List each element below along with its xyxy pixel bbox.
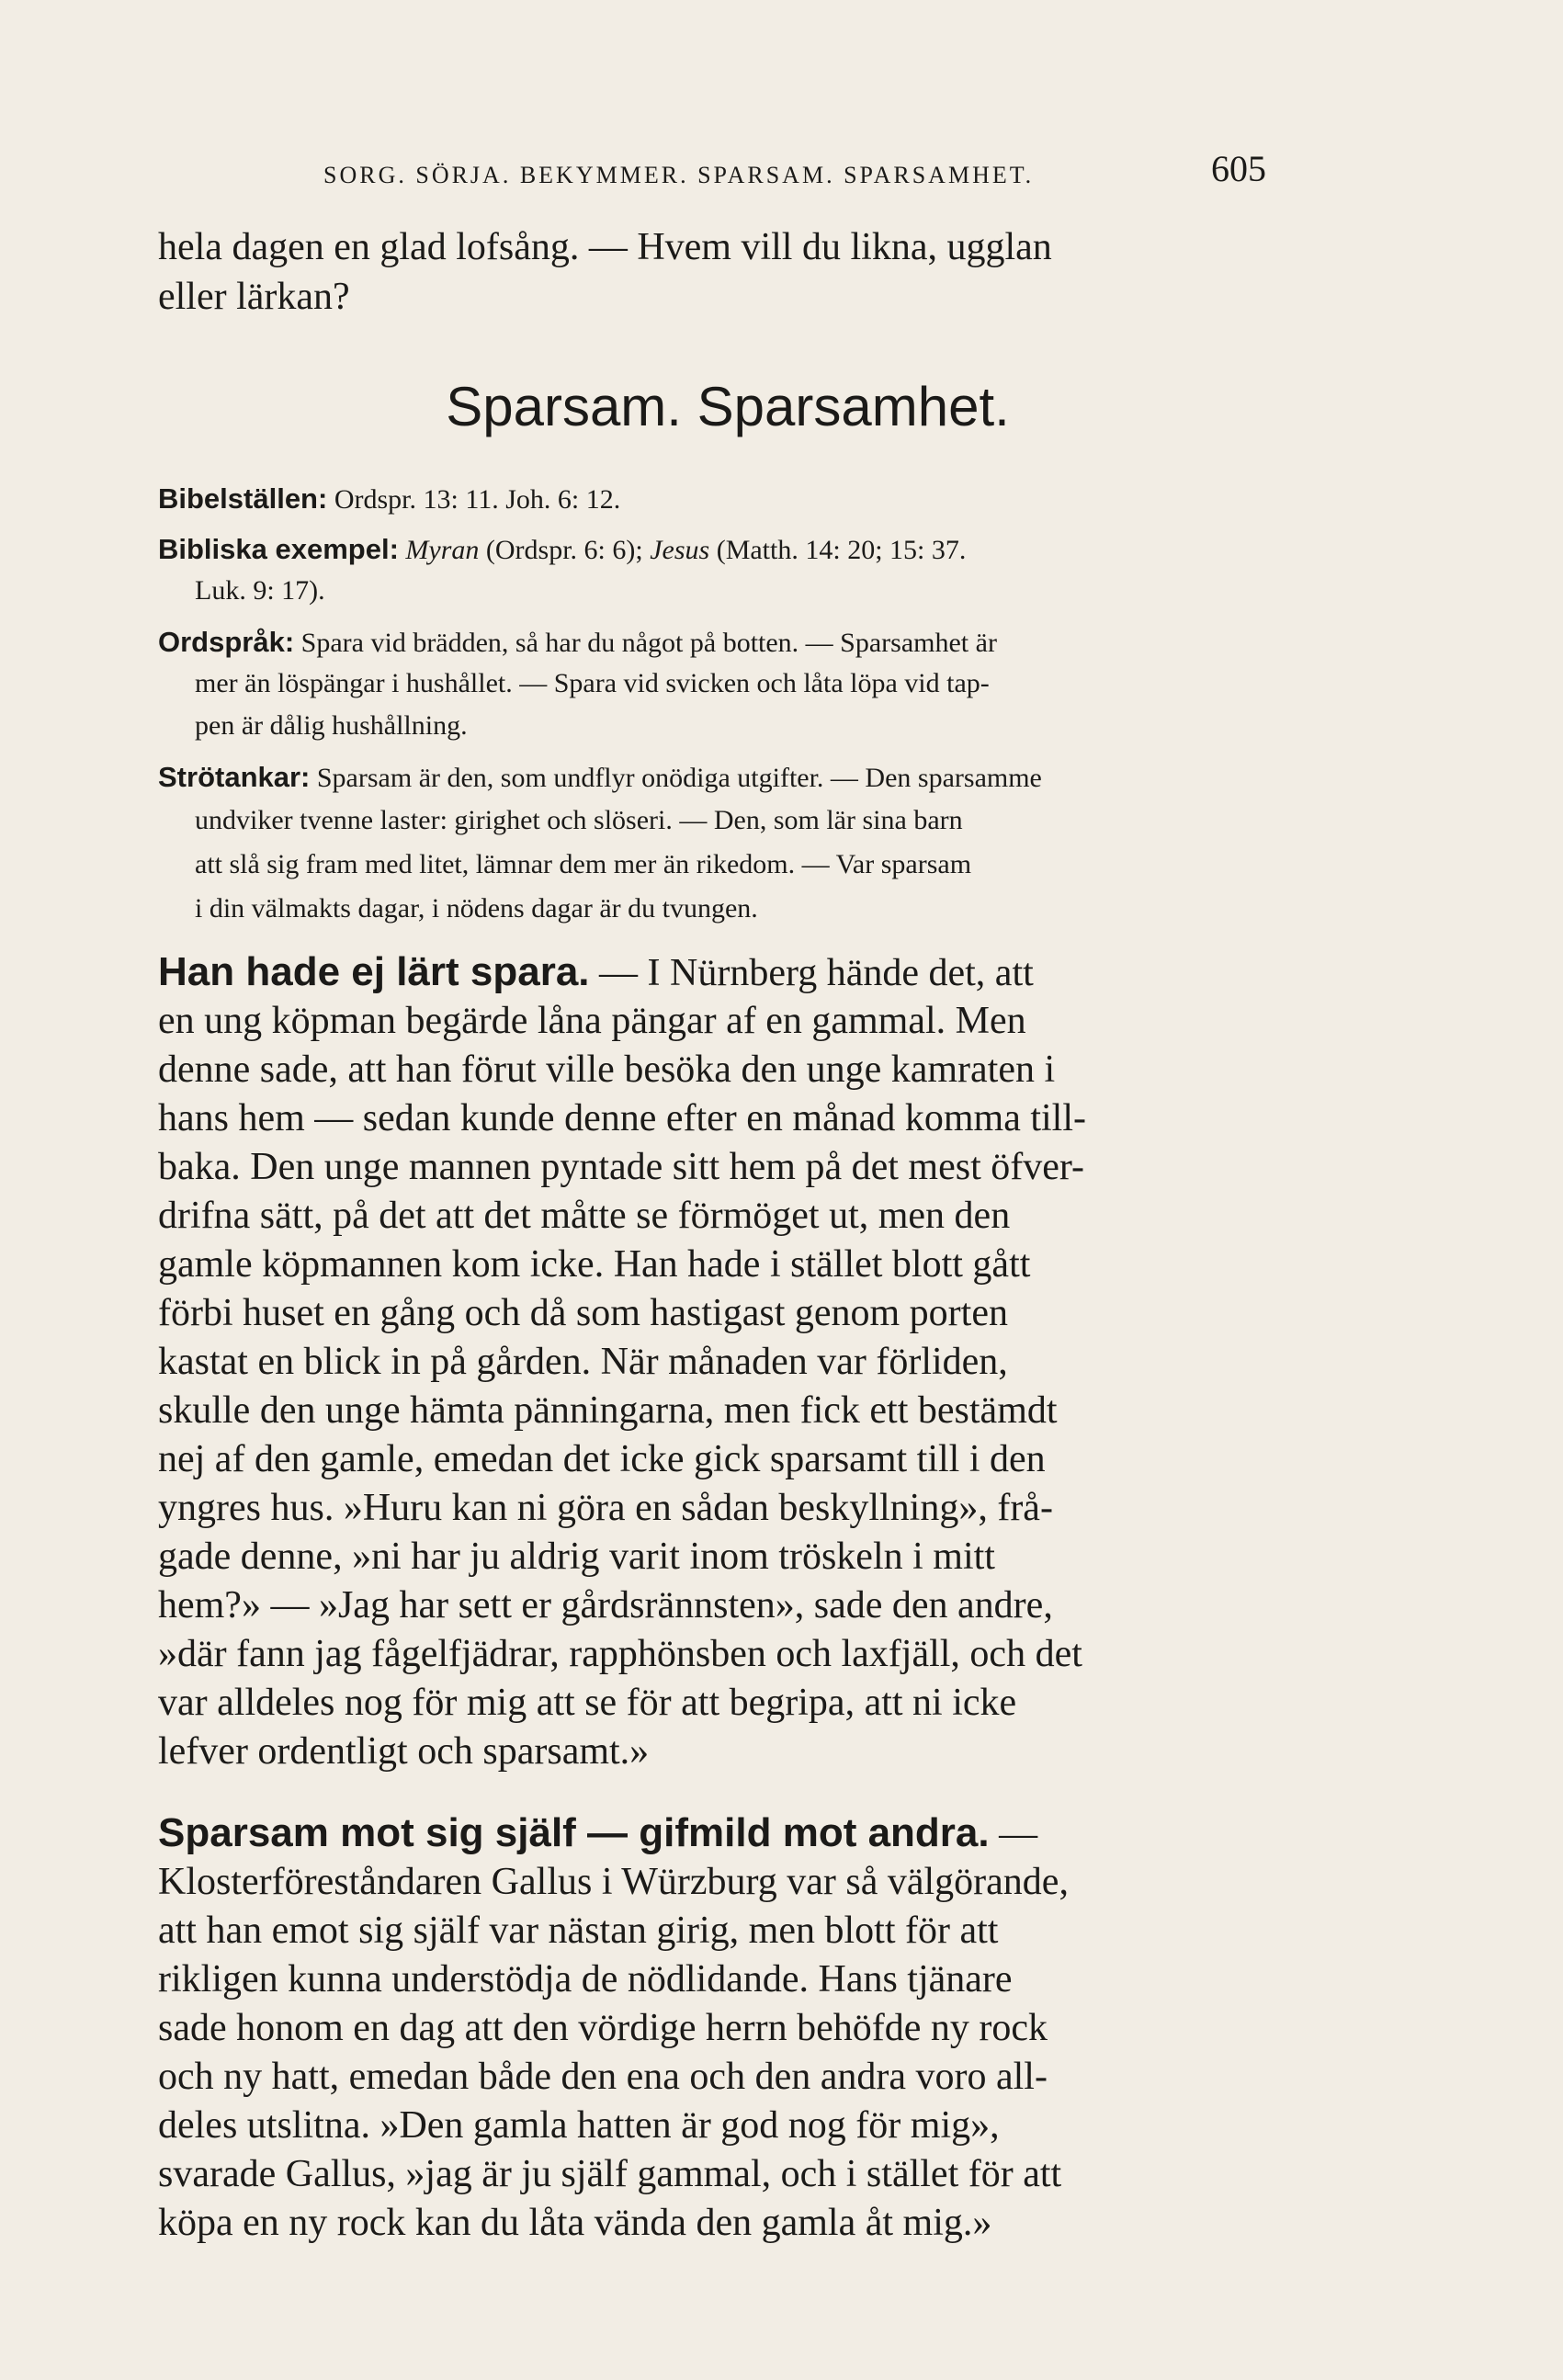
story-line: kastat en blick in på gården. När månaden var förliden, bbox=[158, 1341, 1008, 1383]
bibelstallen-text: Ordspr. 13: 11. Joh. 6: 12. bbox=[334, 484, 621, 515]
story-line: yngres hus. »Huru kan ni göra en sådan beskyllning», frå- bbox=[158, 1487, 1053, 1529]
ordsprak-line bbox=[158, 628, 1297, 657]
story-first-line bbox=[158, 949, 1297, 994]
story-line: Klosterföreståndaren Gallus i Würzburg var så välgörande, bbox=[158, 1861, 1069, 1903]
story-line: och ny hatt, emedan både den ena och den andra voro all- bbox=[158, 2056, 1048, 2098]
story-line: förbi huset en gång och då som hastigast genom porten bbox=[158, 1292, 1008, 1334]
story-line: »där fann jag fågelfjädrar, rapphönsben och laxfjäll, och det bbox=[158, 1633, 1082, 1675]
story-first-line bbox=[158, 1810, 1297, 1855]
ordsprak-label: Ordspråk: bbox=[158, 626, 295, 658]
strotankar-line: undviker tvenne laster: girighet och slöseri. — Den, som lär sina barn bbox=[195, 805, 963, 835]
intro-line: eller lärkan? bbox=[158, 276, 350, 318]
ordsprak-line: pen är dålig hushållning. bbox=[195, 710, 468, 741]
strotankar-line bbox=[158, 763, 1297, 792]
story-line: baka. Den unge mannen pyntade sitt hem på det mest öfver- bbox=[158, 1146, 1084, 1188]
example-name: Myran bbox=[405, 535, 480, 565]
story-line: drifna sätt, på det att det måtte se förmöget ut, men den bbox=[158, 1195, 1011, 1237]
strotankar-line: att slå sig fram med litet, lämnar dem mer än rikedom. — Var sparsam bbox=[195, 849, 972, 879]
story-line: en ung köpman begärde låna pängar af en gammal. Men bbox=[158, 1000, 1026, 1042]
example-ref: (Matth. 14: 20; 15: 37. bbox=[716, 535, 967, 565]
story-text: — bbox=[989, 1813, 1038, 1855]
story-title: Han hade ej lärt spara. bbox=[158, 949, 590, 994]
story-line: hem?» — »Jag har sett er gårdsrännsten», sade den andre, bbox=[158, 1584, 1053, 1626]
story-line: skulle den unge hämta pänningarna, men fick ett bestämdt bbox=[158, 1389, 1058, 1432]
story-line: gamle köpmannen kom icke. Han hade i stället blott gått bbox=[158, 1243, 1031, 1286]
example-ref: (Ordspr. 6: 6); bbox=[485, 535, 643, 565]
story-line: hans hem — sedan kunde denne efter en månad komma till- bbox=[158, 1097, 1087, 1139]
story-line: sade honom en dag att den vördige herrn behöfde ny rock bbox=[158, 2007, 1048, 2049]
story-line: rikligen kunna understödja de nödlidande. Hans tjänare bbox=[158, 1958, 1013, 2000]
bibliska-exempel-line bbox=[158, 535, 1297, 564]
story-line: köpa en ny rock kan du låta vända den gamla åt mig.» bbox=[158, 2202, 992, 2244]
story-line: var alldeles nog för mig att se för att begripa, att ni icke bbox=[158, 1682, 1017, 1724]
story-line: svarade Gallus, »jag är ju själf gammal, och i stället för att bbox=[158, 2153, 1062, 2195]
story-title: Sparsam mot sig själf — gifmild mot andra. bbox=[158, 1810, 990, 1855]
page-number: 605 bbox=[1211, 148, 1266, 189]
example-name: Jesus bbox=[650, 535, 710, 565]
running-header bbox=[158, 138, 1297, 193]
story-line: denne sade, att han förut ville besöka den unge kamraten i bbox=[158, 1048, 1056, 1091]
strotankar-line: i din välmakts dagar, i nödens dagar är du tvungen. bbox=[195, 893, 758, 924]
strotankar-text: Sparsam är den, som undflyr onödiga utgifter. — Den sparsamme bbox=[316, 763, 1042, 793]
bibliska-exempel-label: Bibliska exempel: bbox=[158, 533, 399, 565]
bibelstallen-line bbox=[158, 484, 1297, 514]
bibliska-exempel-continuation: Luk. 9: 17). bbox=[195, 575, 325, 606]
story-line: nej af den gamle, emedan det icke gick sparsamt till i den bbox=[158, 1438, 1046, 1480]
ordsprak-line: mer än löspängar i hushållet. — Spara vid svicken och låta löpa vid tap- bbox=[195, 668, 990, 698]
story-text: — I Nürnberg hände det, att bbox=[589, 952, 1034, 994]
bibelstallen-label: Bibelställen: bbox=[158, 482, 328, 515]
story-line: deles utslitna. »Den gamla hatten är god nog för mig», bbox=[158, 2104, 1000, 2147]
story-line: gade denne, »ni har ju aldrig varit inom tröskeln i mitt bbox=[158, 1536, 995, 1578]
ordsprak-text: Spara vid brädden, så har du något på botten. — Sparsamhet är bbox=[300, 628, 997, 658]
running-title: SORG. SÖRJA. BEKYMMER. SPARSAM. SPARSAMHET. bbox=[323, 162, 1035, 188]
intro-line: hela dagen en glad lofsång. — Hvem vill du likna, ugglan bbox=[158, 226, 1052, 268]
section-title: Sparsam. Sparsamhet. bbox=[446, 376, 1010, 437]
story-line: att han emot sig själf var nästan girig, men blott för att bbox=[158, 1910, 999, 1952]
story-line: lefver ordentligt och sparsamt.» bbox=[158, 1730, 650, 1773]
strotankar-label: Strötankar: bbox=[158, 761, 311, 793]
